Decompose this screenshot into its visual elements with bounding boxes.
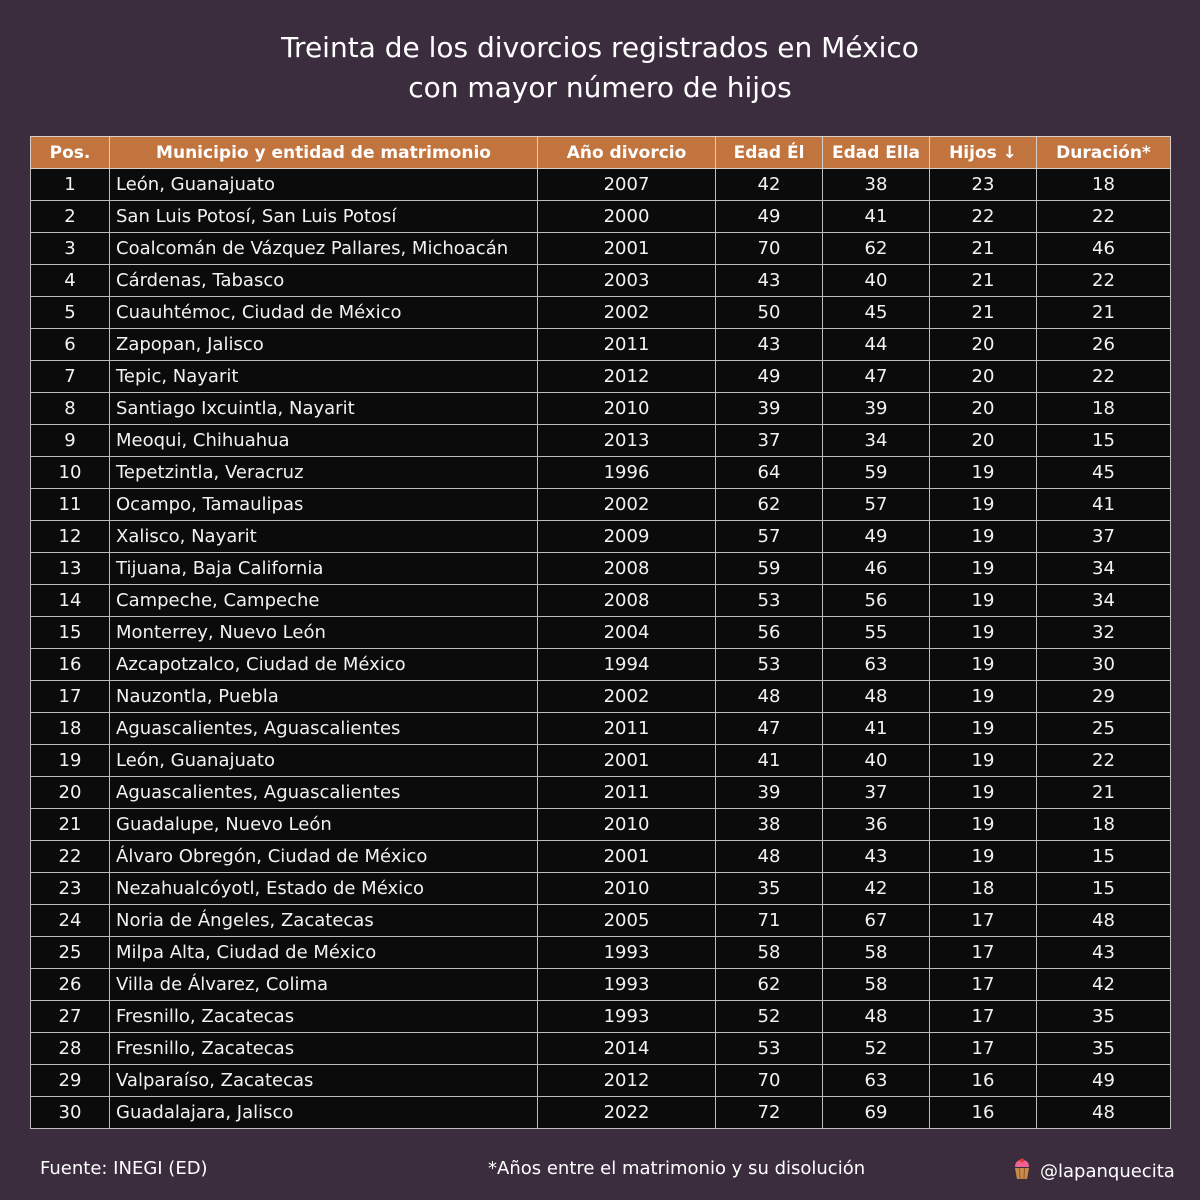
table-cell: 49	[716, 201, 823, 233]
table-cell: Fresnillo, Zacatecas	[110, 1001, 538, 1033]
table-cell: 2000	[538, 201, 716, 233]
table-cell: Xalisco, Nayarit	[110, 521, 538, 553]
table-cell: 20	[930, 425, 1037, 457]
table-cell: 19	[930, 681, 1037, 713]
table-cell: 19	[930, 649, 1037, 681]
table-row	[31, 1001, 1171, 1033]
table-cell: Aguascalientes, Aguascalientes	[110, 713, 538, 745]
table-cell: 49	[1037, 1065, 1171, 1097]
table-cell: 19	[31, 745, 110, 777]
table-cell: 67	[823, 905, 930, 937]
table-cell: 48	[1037, 1097, 1171, 1129]
table-cell: 22	[930, 201, 1037, 233]
table-row	[31, 1065, 1171, 1097]
table-cell: 15	[1037, 425, 1171, 457]
table-cell: 49	[823, 521, 930, 553]
table-cell: 2003	[538, 265, 716, 297]
table-cell: 56	[823, 585, 930, 617]
table-row	[31, 233, 1171, 265]
table-cell: 17	[930, 905, 1037, 937]
table-cell: 19	[930, 617, 1037, 649]
table-cell: 19	[930, 553, 1037, 585]
table-cell: 5	[31, 297, 110, 329]
cupcake-icon	[1012, 1158, 1032, 1185]
table-cell: Tepetzintla, Veracruz	[110, 457, 538, 489]
table-cell: 45	[823, 297, 930, 329]
table-cell: Nauzontla, Puebla	[110, 681, 538, 713]
table-cell: 20	[930, 393, 1037, 425]
table-cell: 2011	[538, 713, 716, 745]
table-cell: 21	[930, 233, 1037, 265]
table-cell: Santiago Ixcuintla, Nayarit	[110, 393, 538, 425]
table-row	[31, 585, 1171, 617]
table-cell: 1993	[538, 1001, 716, 1033]
table-cell: 22	[1037, 745, 1171, 777]
table-cell: 18	[930, 873, 1037, 905]
table-row	[31, 841, 1171, 873]
table-cell: 35	[1037, 1033, 1171, 1065]
table-cell: 53	[716, 1033, 823, 1065]
table-cell: 2010	[538, 873, 716, 905]
table-cell: 23	[31, 873, 110, 905]
table-row	[31, 297, 1171, 329]
table-cell: 48	[716, 681, 823, 713]
table-cell: Azcapotzalco, Ciudad de México	[110, 649, 538, 681]
table-cell: 34	[1037, 585, 1171, 617]
table-cell: 2008	[538, 585, 716, 617]
table-cell: 41	[716, 745, 823, 777]
table-cell: 17	[930, 969, 1037, 1001]
table-cell: 29	[31, 1065, 110, 1097]
table-cell: 62	[716, 489, 823, 521]
divorce-table	[30, 136, 1171, 1129]
table-cell: 69	[823, 1097, 930, 1129]
table-row	[31, 905, 1171, 937]
table-cell: 43	[716, 265, 823, 297]
table-cell: Monterrey, Nuevo León	[110, 617, 538, 649]
table-cell: 2004	[538, 617, 716, 649]
table-cell: 71	[716, 905, 823, 937]
table-cell: 16	[930, 1065, 1037, 1097]
table-cell: 46	[1037, 233, 1171, 265]
table-cell: 37	[1037, 521, 1171, 553]
table-row	[31, 777, 1171, 809]
table-cell: 2002	[538, 681, 716, 713]
table-cell: 10	[31, 457, 110, 489]
table-cell: 1993	[538, 937, 716, 969]
table-cell: 2	[31, 201, 110, 233]
table-cell: 55	[823, 617, 930, 649]
table-row	[31, 553, 1171, 585]
table-cell: 17	[31, 681, 110, 713]
table-cell: 47	[716, 713, 823, 745]
table-cell: 19	[930, 777, 1037, 809]
table-cell: 70	[716, 1065, 823, 1097]
table-cell: 50	[716, 297, 823, 329]
table-row	[31, 169, 1171, 201]
title-line-1: Treinta de los divorcios registrados en México	[281, 31, 919, 64]
column-header: Municipio y entidad de matrimonio	[110, 137, 538, 169]
table-header-row	[31, 137, 1171, 169]
table-cell: 48	[823, 681, 930, 713]
table-cell: 2001	[538, 841, 716, 873]
table-cell: Álvaro Obregón, Ciudad de México	[110, 841, 538, 873]
table-row	[31, 681, 1171, 713]
table-cell: 19	[930, 585, 1037, 617]
table-cell: 2011	[538, 329, 716, 361]
table-cell: 59	[716, 553, 823, 585]
table-cell: Villa de Álvarez, Colima	[110, 969, 538, 1001]
table-cell: 48	[1037, 905, 1171, 937]
table-row	[31, 1033, 1171, 1065]
table-cell: 58	[823, 969, 930, 1001]
table-cell: 39	[716, 777, 823, 809]
table-cell: 20	[930, 361, 1037, 393]
table-cell: 1993	[538, 969, 716, 1001]
table-row	[31, 969, 1171, 1001]
table-cell: 19	[930, 745, 1037, 777]
table-cell: 19	[930, 521, 1037, 553]
table-cell: 43	[823, 841, 930, 873]
table-cell: 25	[31, 937, 110, 969]
table-cell: 21	[1037, 297, 1171, 329]
table-cell: 12	[31, 521, 110, 553]
table-cell: 18	[1037, 809, 1171, 841]
table-cell: 22	[31, 841, 110, 873]
table-cell: 1996	[538, 457, 716, 489]
table-cell: 2010	[538, 809, 716, 841]
table-cell: 2008	[538, 553, 716, 585]
table-cell: Tijuana, Baja California	[110, 553, 538, 585]
table-cell: 14	[31, 585, 110, 617]
table-cell: 53	[716, 649, 823, 681]
table-cell: 2001	[538, 745, 716, 777]
table-cell: 41	[823, 201, 930, 233]
duration-footnote: *Años entre el matrimonio y su disolución	[488, 1158, 866, 1179]
table-cell: San Luis Potosí, San Luis Potosí	[110, 201, 538, 233]
table-cell: 48	[716, 841, 823, 873]
table-cell: 2011	[538, 777, 716, 809]
table-body	[31, 169, 1171, 1129]
table-cell: 46	[823, 553, 930, 585]
table-cell: 28	[31, 1033, 110, 1065]
table-cell: 63	[823, 649, 930, 681]
table-row	[31, 937, 1171, 969]
table-cell: 37	[716, 425, 823, 457]
table-cell: 2005	[538, 905, 716, 937]
table-cell: 7	[31, 361, 110, 393]
table-cell: 57	[716, 521, 823, 553]
table-cell: 21	[31, 809, 110, 841]
table-row	[31, 873, 1171, 905]
table-cell: León, Guanajuato	[110, 169, 538, 201]
table-cell: 11	[31, 489, 110, 521]
table-cell: 4	[31, 265, 110, 297]
table-cell: 2014	[538, 1033, 716, 1065]
table-cell: Guadalupe, Nuevo León	[110, 809, 538, 841]
table-cell: 64	[716, 457, 823, 489]
table-cell: Nezahualcóyotl, Estado de México	[110, 873, 538, 905]
table-row	[31, 1097, 1171, 1129]
table-row	[31, 201, 1171, 233]
table-cell: 70	[716, 233, 823, 265]
table-cell: 20	[31, 777, 110, 809]
table-cell: 8	[31, 393, 110, 425]
table-cell: Noria de Ángeles, Zacatecas	[110, 905, 538, 937]
table-cell: 62	[716, 969, 823, 1001]
table-cell: León, Guanajuato	[110, 745, 538, 777]
table-row	[31, 745, 1171, 777]
table-cell: 56	[716, 617, 823, 649]
table-cell: 18	[1037, 393, 1171, 425]
table-cell: 38	[716, 809, 823, 841]
table-cell: 17	[930, 937, 1037, 969]
table-cell: Valparaíso, Zacatecas	[110, 1065, 538, 1097]
table-cell: 18	[1037, 169, 1171, 201]
table-cell: 39	[716, 393, 823, 425]
table-cell: 26	[31, 969, 110, 1001]
column-header: Año divorcio	[538, 137, 716, 169]
table-cell: 2001	[538, 233, 716, 265]
table-cell: 2010	[538, 393, 716, 425]
table-cell: 2002	[538, 489, 716, 521]
table-cell: 1	[31, 169, 110, 201]
table-row	[31, 265, 1171, 297]
table-cell: 27	[31, 1001, 110, 1033]
table-cell: 16	[31, 649, 110, 681]
table-cell: 22	[1037, 361, 1171, 393]
table-row	[31, 649, 1171, 681]
table-cell: 42	[1037, 969, 1171, 1001]
table-cell: Tepic, Nayarit	[110, 361, 538, 393]
table-cell: 15	[1037, 841, 1171, 873]
table-cell: Zapopan, Jalisco	[110, 329, 538, 361]
table-row	[31, 809, 1171, 841]
table-cell: 19	[930, 809, 1037, 841]
table-cell: 17	[930, 1001, 1037, 1033]
table-cell: 2009	[538, 521, 716, 553]
source-note: Fuente: INEGI (ED)	[40, 1158, 208, 1179]
table-cell: 26	[1037, 329, 1171, 361]
table-cell: 41	[1037, 489, 1171, 521]
table-cell: 32	[1037, 617, 1171, 649]
table-row	[31, 521, 1171, 553]
table-cell: Guadalajara, Jalisco	[110, 1097, 538, 1129]
table-cell: 34	[1037, 553, 1171, 585]
table-cell: Cuauhtémoc, Ciudad de México	[110, 297, 538, 329]
table-cell: 30	[1037, 649, 1171, 681]
table-row	[31, 617, 1171, 649]
table-cell: 21	[930, 265, 1037, 297]
table-cell: 59	[823, 457, 930, 489]
table-row	[31, 393, 1171, 425]
author-handle-text: @lapanquecita	[1040, 1161, 1175, 1182]
table-cell: 6	[31, 329, 110, 361]
column-header: Edad Ella	[823, 137, 930, 169]
table-cell: 57	[823, 489, 930, 521]
table-cell: 49	[716, 361, 823, 393]
column-header: Duración*	[1037, 137, 1171, 169]
table-cell: 1994	[538, 649, 716, 681]
table-cell: 17	[930, 1033, 1037, 1065]
table-cell: 18	[31, 713, 110, 745]
table-cell: 35	[716, 873, 823, 905]
table-cell: 40	[823, 745, 930, 777]
table-cell: 37	[823, 777, 930, 809]
table-cell: 42	[823, 873, 930, 905]
table-cell: 38	[823, 169, 930, 201]
table-row	[31, 361, 1171, 393]
column-header: Hijos ↓	[930, 137, 1037, 169]
chart-title	[0, 28, 1200, 108]
table-cell: 40	[823, 265, 930, 297]
table-cell: 52	[823, 1033, 930, 1065]
table-cell: 47	[823, 361, 930, 393]
table-cell: 52	[716, 1001, 823, 1033]
table-cell: 2012	[538, 361, 716, 393]
table-cell: 30	[31, 1097, 110, 1129]
table-cell: 2013	[538, 425, 716, 457]
table-cell: 21	[930, 297, 1037, 329]
table-cell: 19	[930, 841, 1037, 873]
table-cell: 45	[1037, 457, 1171, 489]
table-cell: 63	[823, 1065, 930, 1097]
table-cell: 72	[716, 1097, 823, 1129]
table-row	[31, 489, 1171, 521]
table-cell: Campeche, Campeche	[110, 585, 538, 617]
table-cell: 24	[31, 905, 110, 937]
table-cell: 22	[1037, 201, 1171, 233]
table-cell: 9	[31, 425, 110, 457]
author-handle	[1012, 1158, 1175, 1185]
table-cell: 23	[930, 169, 1037, 201]
table-cell: 34	[823, 425, 930, 457]
table-cell: 43	[716, 329, 823, 361]
table-cell: Coalcomán de Vázquez Pallares, Michoacán	[110, 233, 538, 265]
table-cell: Meoqui, Chihuahua	[110, 425, 538, 457]
table-cell: Fresnillo, Zacatecas	[110, 1033, 538, 1065]
column-header: Edad Él	[716, 137, 823, 169]
table-cell: 3	[31, 233, 110, 265]
table-cell: 58	[823, 937, 930, 969]
table-cell: 20	[930, 329, 1037, 361]
table-cell: 15	[1037, 873, 1171, 905]
table-cell: 2012	[538, 1065, 716, 1097]
table-cell: 21	[1037, 777, 1171, 809]
table-cell: 2007	[538, 169, 716, 201]
table-cell: 44	[823, 329, 930, 361]
table-row	[31, 425, 1171, 457]
table-cell: 2022	[538, 1097, 716, 1129]
table-cell: 22	[1037, 265, 1171, 297]
table-cell: 16	[930, 1097, 1037, 1129]
table-cell: 58	[716, 937, 823, 969]
title-line-2: con mayor número de hijos	[408, 71, 792, 104]
table-cell: 43	[1037, 937, 1171, 969]
table-cell: Ocampo, Tamaulipas	[110, 489, 538, 521]
table-cell: Cárdenas, Tabasco	[110, 265, 538, 297]
table-cell: 19	[930, 457, 1037, 489]
table-cell: 25	[1037, 713, 1171, 745]
table-row	[31, 329, 1171, 361]
table-cell: 42	[716, 169, 823, 201]
table-cell: 39	[823, 393, 930, 425]
table-cell: Milpa Alta, Ciudad de México	[110, 937, 538, 969]
table-cell: 19	[930, 489, 1037, 521]
table-cell: 53	[716, 585, 823, 617]
table-cell: 41	[823, 713, 930, 745]
table-cell: 15	[31, 617, 110, 649]
table-row	[31, 713, 1171, 745]
table-cell: 48	[823, 1001, 930, 1033]
table-row	[31, 457, 1171, 489]
table-cell: 2002	[538, 297, 716, 329]
table-cell: 62	[823, 233, 930, 265]
table-cell: 29	[1037, 681, 1171, 713]
table-cell: 13	[31, 553, 110, 585]
table-cell: 36	[823, 809, 930, 841]
table-cell: 35	[1037, 1001, 1171, 1033]
column-header: Pos.	[31, 137, 110, 169]
table-cell: Aguascalientes, Aguascalientes	[110, 777, 538, 809]
table-cell: 19	[930, 713, 1037, 745]
